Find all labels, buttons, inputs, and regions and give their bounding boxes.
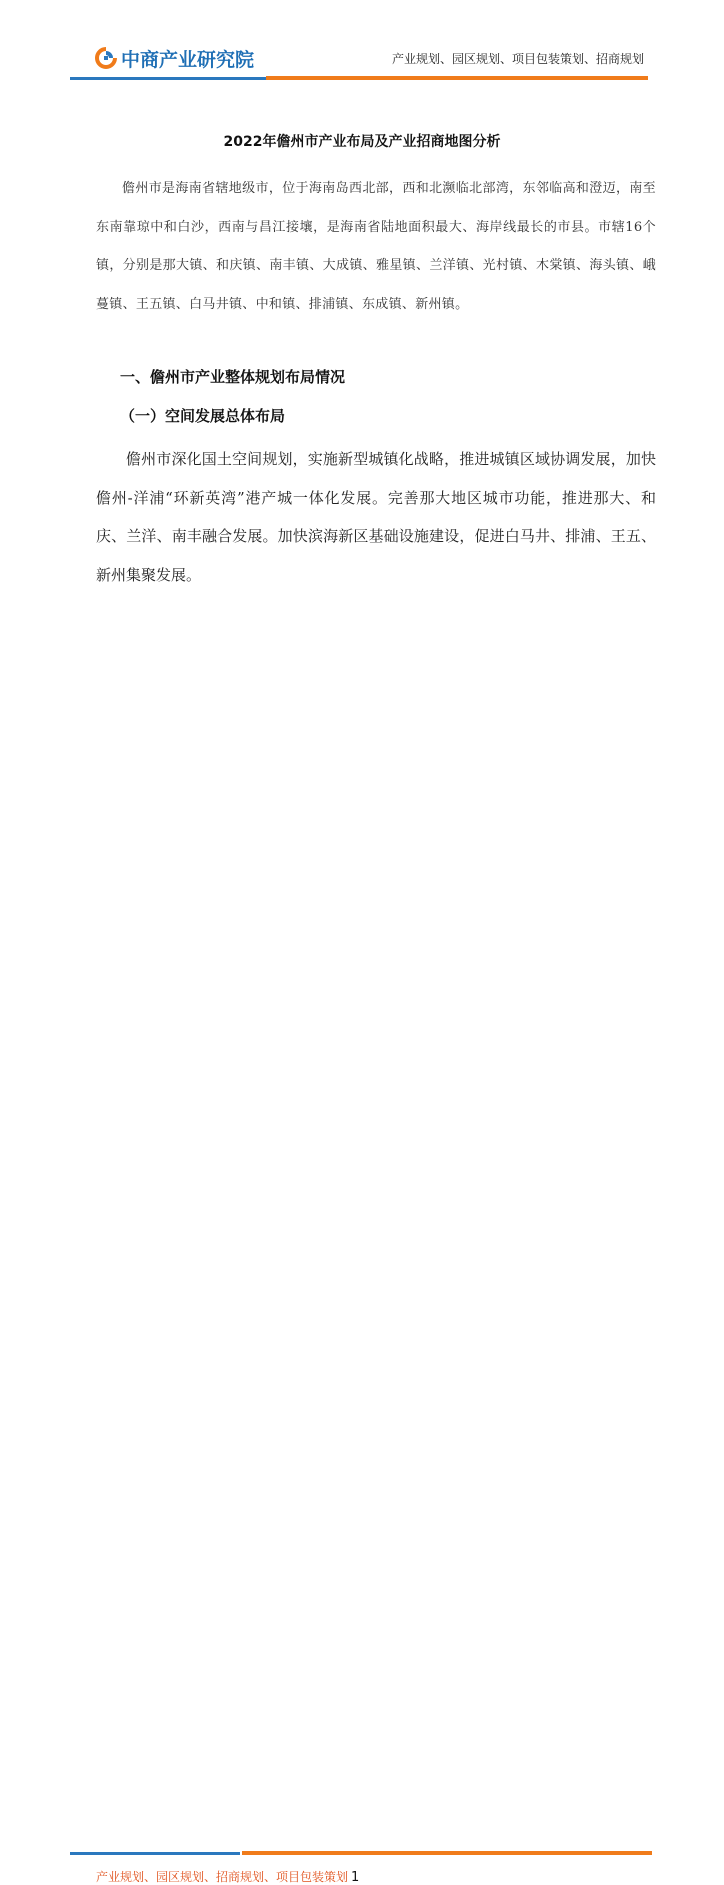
header-tagline: 产业规划、园区规划、项目包装策划、招商规划 (391, 52, 644, 66)
document-title: 2022年儋州市产业布局及产业招商地图分析 (223, 134, 501, 150)
page-header (0, 0, 724, 90)
footer-text: 产业规划、园区规划、招商规划、项目包装策划 (96, 1870, 349, 1884)
company-logo-icon (94, 46, 118, 70)
intro-paragraph: 儋州市是海南省辖地级市，位于海南岛西北部，西和北濒临北部湾，东邻临高和澄迈，南至东南靠琼中和白沙，西南与昌江接壤，是海南省陆地面积最大、海岸线最长的市县。市辖16个镇，分别是那大镇、和庆镇、南丰镇、大成镇、雅星镇、兰洋镇、光村镇、木棠镇、海头镇、峨蔓镇、王五镇、白马井镇、中和镇、排浦镇、东成镇、新州镇。 (96, 181, 656, 312)
page-number: 1 (351, 1870, 360, 1885)
footer-divider-orange (242, 1851, 652, 1855)
logo (94, 44, 254, 72)
header-divider-blue (70, 77, 266, 80)
section-heading: 一、儋州市产业整体规划布局情况 (120, 368, 346, 386)
subsection-heading: （一）空间发展总体布局 (120, 407, 286, 425)
logo-text: 中商产业研究院 (121, 48, 255, 71)
body-paragraph: 儋州市深化国土空间规划，实施新型城镇化战略，推进城镇区域协调发展，加快儋州-洋浦“环新英湾”港产城一体化发展。完善那大地区城市功能，推进那大、和庆、兰洋、南丰融合发展。加快滨海新区基础设施建设，促进白马井、排浦、王五、新州集聚发展。 (96, 450, 656, 584)
header-divider-orange (266, 76, 648, 80)
footer-tagline (96, 1868, 359, 1885)
page-footer (0, 920, 724, 1885)
footer-divider-blue (70, 1852, 240, 1855)
